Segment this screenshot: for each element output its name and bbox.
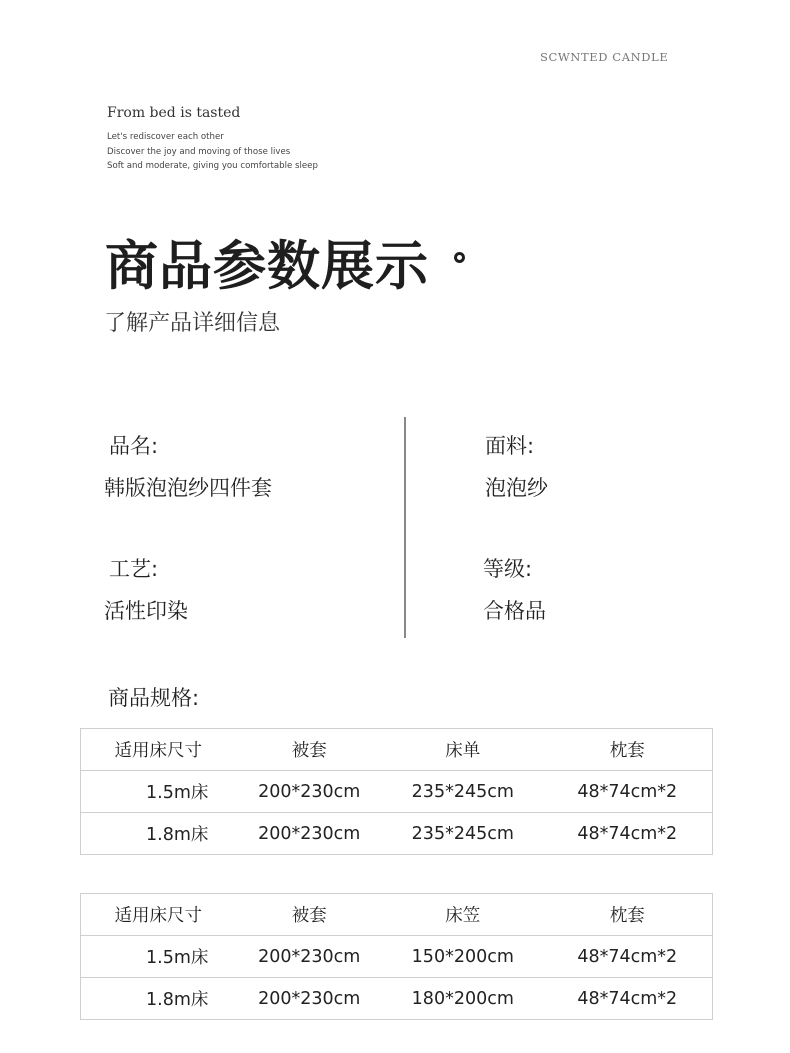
table-cell: 200*230cm <box>235 771 383 813</box>
table-cell: 150*200cm <box>383 936 543 978</box>
table-cell: 1.8m床 <box>81 813 236 855</box>
table-cell: 48*74cm*2 <box>543 936 713 978</box>
divider-vertical <box>404 417 406 638</box>
table-row <box>81 813 713 855</box>
spec-table-fitted-sheet <box>80 893 713 1020</box>
table-cell: 235*245cm <box>383 813 543 855</box>
param-label-craft: 工艺: <box>109 557 159 581</box>
table-row <box>81 936 713 978</box>
table-cell: 200*230cm <box>235 813 383 855</box>
table-header-cell: 被套 <box>235 729 383 771</box>
table-cell: 200*230cm <box>235 936 383 978</box>
table-header-cell: 床单 <box>383 729 543 771</box>
spec-title: 商品规格: <box>108 686 200 710</box>
title-dot-decoration <box>454 252 465 263</box>
table-cell: 1.5m床 <box>81 771 236 813</box>
spec-table-bedsheet <box>80 728 713 855</box>
table-header-cell: 适用床尺寸 <box>81 894 236 936</box>
table-cell: 48*74cm*2 <box>543 813 713 855</box>
param-value-fabric: 泡泡纱 <box>485 476 548 500</box>
tagline-title: From bed is tasted <box>107 105 241 121</box>
tagline-line: Soft and moderate, giving you comfortable sleep <box>107 161 318 171</box>
table-row <box>81 771 713 813</box>
table-header-cell: 被套 <box>235 894 383 936</box>
page-title: 商品参数展示 <box>105 236 429 297</box>
table-header-cell: 枕套 <box>543 729 713 771</box>
brand-name: SCWNTED CANDLE <box>540 50 669 64</box>
page-subtitle: 了解产品详细信息 <box>104 311 281 336</box>
param-value-name: 韩版泡泡纱四件套 <box>104 476 272 500</box>
table-cell: 48*74cm*2 <box>543 978 713 1020</box>
table-header-cell: 床笠 <box>383 894 543 936</box>
param-label-grade: 等级: <box>483 557 533 581</box>
table-cell: 235*245cm <box>383 771 543 813</box>
table-header-row <box>81 729 713 771</box>
table-cell: 1.8m床 <box>81 978 236 1020</box>
table-header-cell: 适用床尺寸 <box>81 729 236 771</box>
param-value-craft: 活性印染 <box>104 599 188 623</box>
tagline-lines <box>107 130 318 174</box>
tagline-line: Let's rediscover each other <box>107 132 224 142</box>
table-cell: 48*74cm*2 <box>543 771 713 813</box>
tagline-line: Discover the joy and moving of those lives <box>107 146 291 157</box>
param-label-fabric: 面料: <box>485 434 535 458</box>
param-value-grade: 合格品 <box>483 599 546 623</box>
table-header-row <box>81 894 713 936</box>
table-cell: 200*230cm <box>235 978 383 1020</box>
table-cell: 180*200cm <box>383 978 543 1020</box>
table-cell: 1.5m床 <box>81 936 236 978</box>
table-header-cell: 枕套 <box>543 894 713 936</box>
param-label-name: 品名: <box>109 434 159 458</box>
table-row <box>81 978 713 1020</box>
